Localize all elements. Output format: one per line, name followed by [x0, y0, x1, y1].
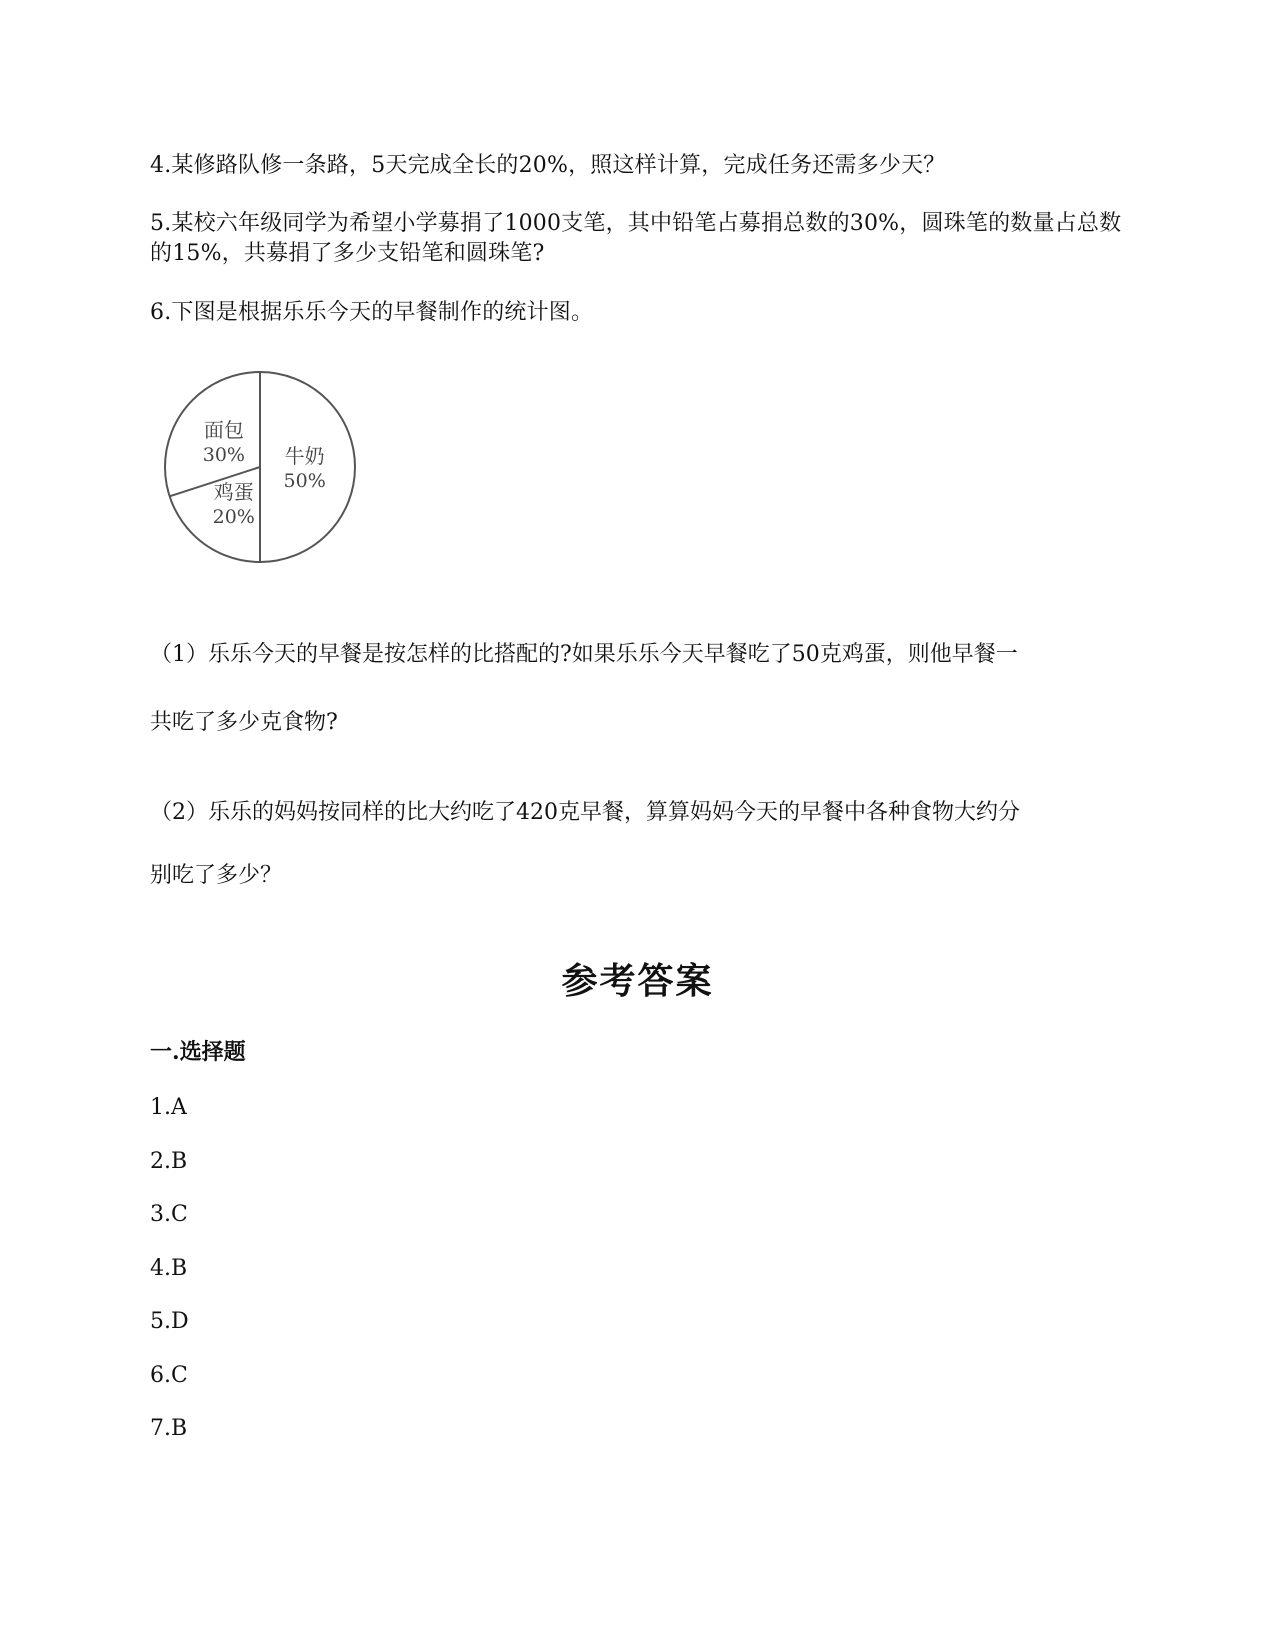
breakfast-pie-chart — [158, 363, 368, 573]
answer-item: 7.B — [150, 1416, 188, 1441]
answers-section-title: 一.选择题 — [150, 1039, 246, 1065]
slice-egg-label: 鸡蛋 — [213, 480, 254, 505]
slice-egg-value-label: 20% — [212, 506, 255, 529]
question-6-sub2-line1: （2）乐乐的妈妈按同样的比大约吃了420克早餐，算算妈妈今天的早餐中各种食物大约分 — [150, 800, 1020, 825]
slice-milk-label: 牛奶 — [284, 444, 325, 468]
question-4: 4.某修路队修一条路，5天完成全长的20%，照这样计算，完成任务还需多少天？ — [150, 153, 946, 178]
question-6-sub1-line2: 共吃了多少克食物? — [150, 710, 338, 735]
answer-item: 3.C — [150, 1202, 188, 1227]
answers-title: 参考答案 — [561, 960, 714, 1002]
answer-item: 6.C — [150, 1362, 188, 1388]
question-6-sub1-line1: （1）乐乐今天的早餐是按怎样的比搭配的?如果乐乐今天早餐吃了50克鸡蛋，则他早餐一 — [150, 642, 1018, 667]
answer-item: 2.B — [150, 1148, 188, 1174]
slice-milk-value-label: 50% — [283, 470, 326, 492]
answer-item: 4.B — [150, 1255, 188, 1281]
question-5: 5.某校六年级同学为希望小学募捐了1000支笔，其中铅笔占募捐总数的30%，圆珠笔的数量占总数的15%，共募捐了多少支铅笔和圆珠笔? — [150, 211, 1122, 266]
answer-list — [150, 1093, 189, 1468]
answer-item: 5.D — [150, 1309, 189, 1334]
slice-bread-label: 面包 — [203, 417, 244, 442]
pie-chart-svg — [158, 363, 368, 573]
slice-bread-value-label: 30% — [202, 443, 245, 466]
question-6: 6.下图是根据乐乐今天的早餐制作的统计图。 — [150, 300, 594, 325]
question-6-sub2-line2: 别吃了多少？ — [150, 863, 283, 888]
answer-item: 1.A — [150, 1095, 187, 1120]
